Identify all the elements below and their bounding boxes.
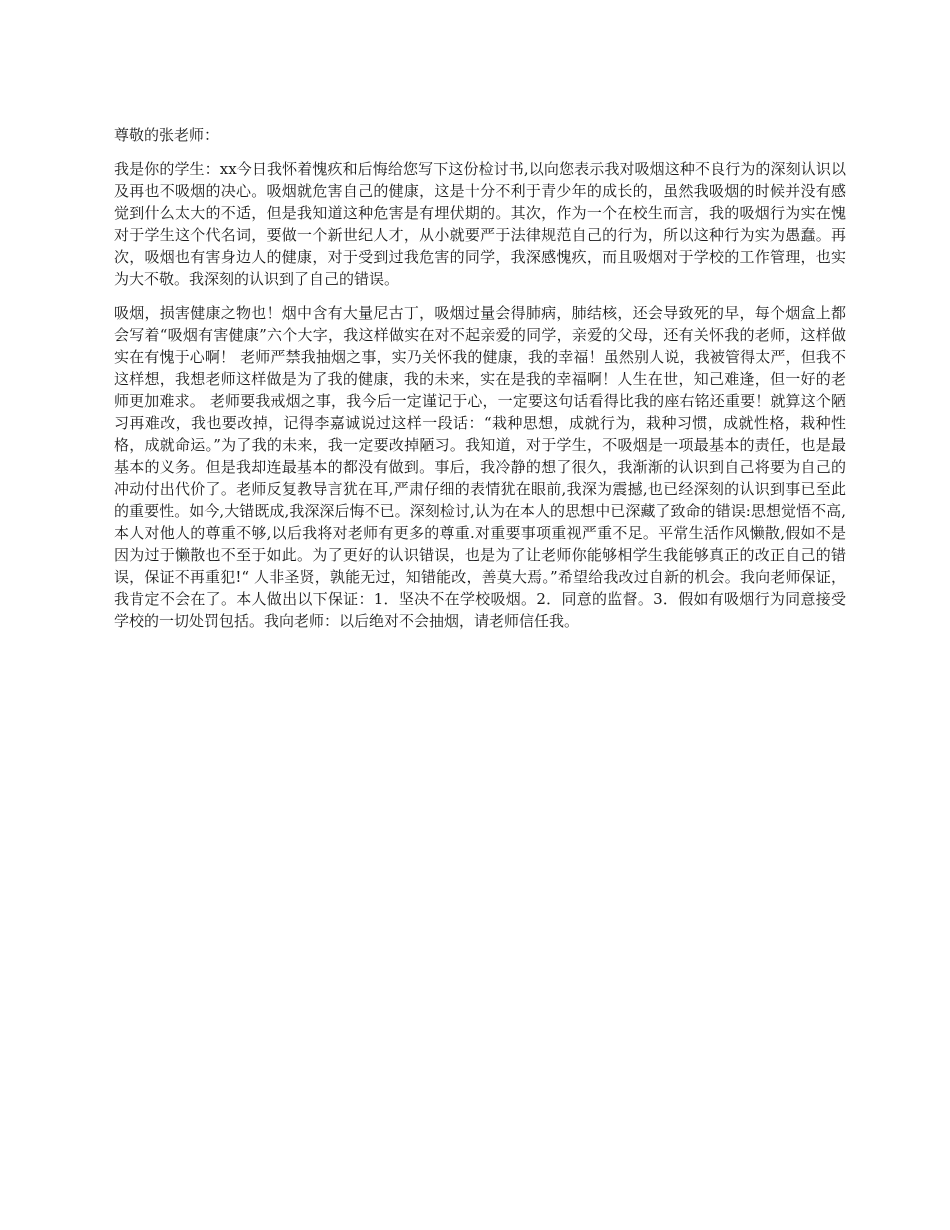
- paragraph-2: 吸烟，损害健康之物也！烟中含有大量尼古丁，吸烟过量会得肺病，肺结核，还会导致死的早，每个烟盒上都会写着“吸烟有害健康”六个大字，我这样做实在对不起亲爱的同学，亲爱的父母，还有关怀我的老师，这样做实在有愧于心啊！ 老师严禁我抽烟之事，实乃关怀我的健康，我的幸福！虽然别人说，我被管得太严，但我不这样想，我想老师这样做是为了我的健康，我的未来，实在是我的幸福啊！人生在世，知己难逢，但一好的老师更加难求。 老师要我戒烟之事，我今后一定谨记于心，一定要这句话看得比我的座右铭还重要！就算这个陋习再难改，我也要改掉，记得李嘉诚说过这样一段话：“栽种思想，成就行为，栽种习惯，成就性格，栽种性格，成就命运。”为了我的未来，我一定要改掉陋习。我知道，对于学生，不吸烟是一项最基本的责任，也是最基本的义务。但是我却连最基本的都没有做到。事后，我冷静的想了很久，我渐渐的认识到自己将要为自己的冲动付出代价了。老师反复教导言犹在耳,严肃仔细的表情犹在眼前,我深为震撼,也已经深刻的认识到事已至此的重要性。如今,大错既成,我深深后悔不已。深刻检讨,认为在本人的思想中已深藏了致命的错误:思想觉悟不高,本人对他人的尊重不够,以后我将对老师有更多的尊重.对重要事项重视严重不足。平常生活作风懒散,假如不是因为过于懒散也不至于如此。为了更好的认识错误，也是为了让老师你能够相学生我能够真正的改正自己的错误，保证不再重犯!“ 人非圣贤，孰能无过，知错能改，善莫大焉。”希望给我改过自新的机会。我向老师保证，我肯定不会在了。本人做出以下保证：1．坚决不在学校吸烟。2．同意的监督。3．假如有吸烟行为同意接受学校的一切处罚包括。我向老师：以后绝对不会抽烟，请老师信任我。: [114, 304, 846, 630]
- salutation: 尊敬的张老师：: [114, 126, 220, 144]
- paragraph-1: 我是你的学生：xx今日我怀着愧疚和后悔给您写下这份检讨书,以向您表示我对吸烟这种不良行为的深刻认识以及再也不吸烟的决心。吸烟就危害自己的健康，这是十分不利于青少年的成长的，虽然我吸烟的时候并没有感觉到什么太大的不适，但是我知道这种危害是有埋伏期的。其次，作为一个在校生而言，我的吸烟行为实在愧对于学生这个代名词，要做一个新世纪人才，从小就要严于法律规范自己的行为，所以这种行为实为愚蠢。再次，吸烟也有害身边人的健康，对于受到过我危害的同学，我深感愧疚，而且吸烟对于学校的工作管理，也实为大不敬。我深刻的认识到了自己的错误。: [114, 160, 846, 288]
- letter-body: [114, 124, 846, 644]
